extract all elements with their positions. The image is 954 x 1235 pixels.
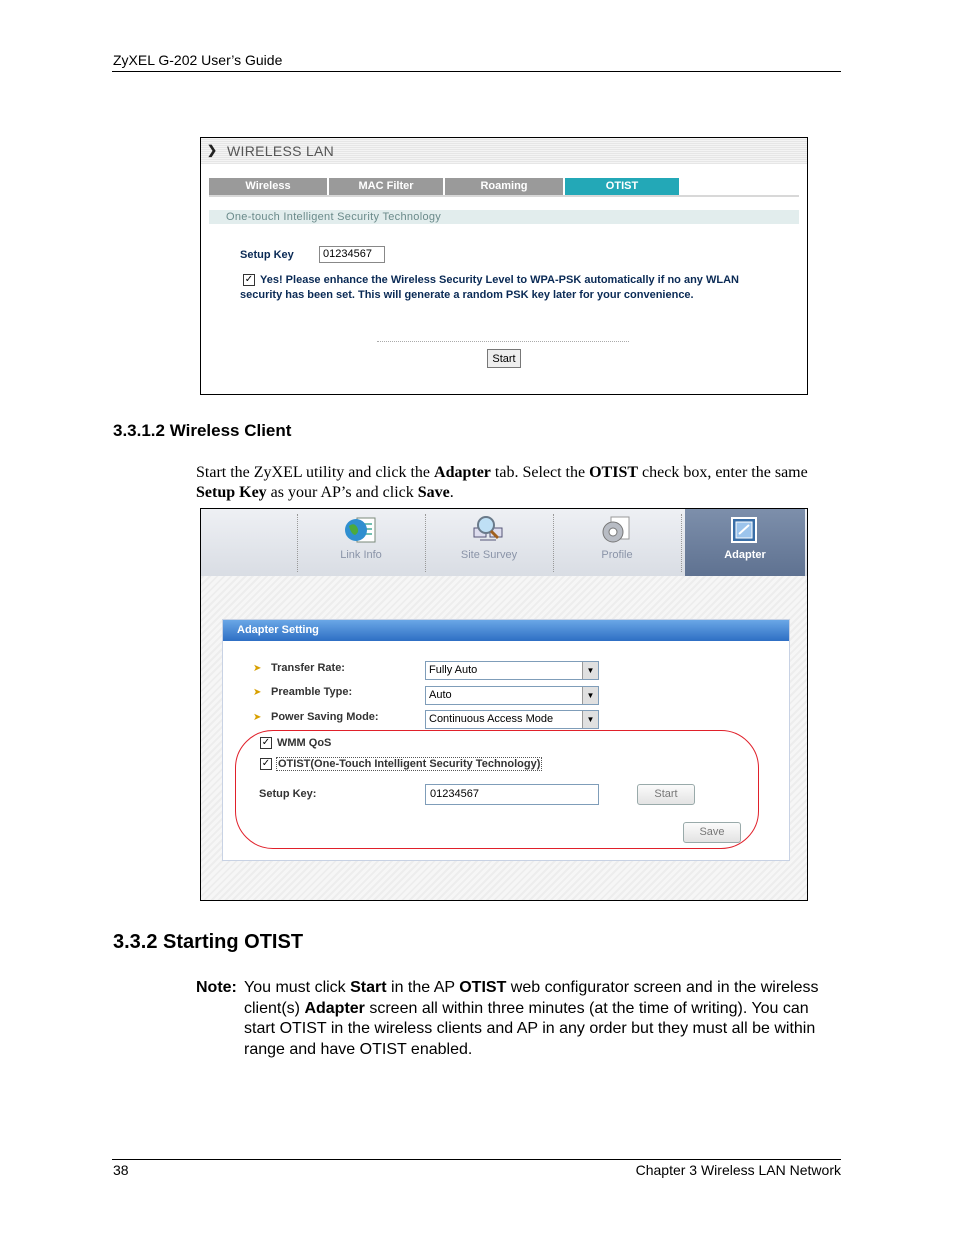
note-block <box>196 978 826 1058</box>
toolbar-separator <box>297 514 298 572</box>
dropdown-arrow-icon: ▼ <box>582 662 598 679</box>
tab-roaming[interactable]: Roaming <box>445 178 563 195</box>
magnifier-network-icon <box>471 514 505 548</box>
ap-start-button[interactable]: Start <box>487 349 521 368</box>
client-adapter-screenshot <box>200 508 808 901</box>
toolbar-label: Adapter <box>724 549 766 561</box>
wireless-client-paragraph: Start the ZyXEL utility and click the Adapter tab. Select the OTIST check box, enter the same Setup Key as your AP’s and click Save. <box>196 464 808 501</box>
page-header: ZyXEL G-202 User’s Guide <box>113 52 283 68</box>
note-text: You must click Start in the AP OTIST web configurator screen and in the wireless client(s) Adapter screen all within three minutes (at the time of writing). You can start OTIST in the wireless clients and AP in any order but they must all be within range and have OTIST enabled. <box>244 979 819 1058</box>
highlight-oval <box>235 730 759 849</box>
tab-mac-filter[interactable]: MAC Filter <box>329 178 443 195</box>
power-saving-mode-label: Power Saving Mode: <box>271 711 379 723</box>
client-start-button[interactable]: Start <box>637 784 695 805</box>
section-heading-wireless-client: 3.3.1.2 Wireless Client <box>113 421 292 440</box>
section-heading-starting-otist: 3.3.2 Starting OTIST <box>113 931 304 953</box>
ap-page-title: WIRELESS LAN <box>227 143 335 159</box>
transfer-rate-select[interactable]: Fully Auto ▼ <box>425 661 599 680</box>
ap-otist-screenshot <box>200 137 808 395</box>
chapter-title: Chapter 3 Wireless LAN Network <box>635 1162 841 1178</box>
toolbar-separator <box>681 514 682 572</box>
client-setup-key-input[interactable]: 01234567 <box>425 784 599 805</box>
toolbar-label: Site Survey <box>460 549 518 561</box>
otist-checkbox[interactable]: ✓ <box>261 758 271 769</box>
tab-wireless[interactable]: Wireless <box>209 178 327 195</box>
globe-icon <box>343 514 377 548</box>
power-saving-mode-select[interactable]: Continuous Access Mode ▼ <box>425 710 599 729</box>
client-setup-key-label: Setup Key: <box>259 788 317 800</box>
toolbar-link-info[interactable] <box>297 509 425 576</box>
page-number: 38 <box>113 1162 129 1178</box>
adapter-icon <box>727 514 761 548</box>
preamble-type-select[interactable]: Auto ▼ <box>425 686 599 705</box>
gear-icon <box>599 514 633 548</box>
arrow-bullet-icon: ➤ <box>253 687 262 698</box>
divider <box>377 341 629 342</box>
wmm-qos-checkbox[interactable]: ✓ <box>261 737 271 748</box>
toolbar-label: Link Info <box>340 549 382 561</box>
toolbar-adapter[interactable] <box>685 509 805 576</box>
wmm-qos-label: WMM QoS <box>277 737 332 749</box>
toolbar-label: Profile <box>601 549 633 561</box>
footer-rule <box>112 1159 841 1160</box>
setup-key-label: Setup Key <box>240 249 294 261</box>
chevron-right-icon: ❯ <box>207 143 218 157</box>
setup-key-input[interactable]: 01234567 <box>319 246 385 263</box>
toolbar-site-survey[interactable] <box>425 509 553 576</box>
wpa-psk-checkbox-text: Yes! Please enhance the Wireless Security Level to WPA-PSK automatically if no any WLAN security has been set. This will generate a random PSK key later for your convenience. <box>240 274 739 301</box>
arrow-bullet-icon: ➤ <box>253 712 262 723</box>
client-save-button[interactable]: Save <box>683 822 741 843</box>
ap-section-title: One-touch Intelligent Security Technology <box>209 210 799 224</box>
arrow-bullet-icon: ➤ <box>253 663 262 674</box>
dropdown-arrow-icon: ▼ <box>582 711 598 728</box>
transfer-rate-label: Transfer Rate: <box>271 662 345 674</box>
dropdown-arrow-icon: ▼ <box>582 687 598 704</box>
panel-title: Adapter Setting <box>223 620 789 641</box>
header-rule <box>112 71 841 72</box>
otist-label: OTIST(One-Touch Intelligent Security Technology) <box>278 758 541 770</box>
tab-underline <box>209 195 799 197</box>
note-label: Note: <box>196 979 237 996</box>
preamble-type-label: Preamble Type: <box>271 686 353 698</box>
wpa-psk-checkbox[interactable]: ✓ <box>244 274 254 285</box>
tab-otist[interactable]: OTIST <box>565 178 679 195</box>
toolbar-profile[interactable] <box>553 509 681 576</box>
